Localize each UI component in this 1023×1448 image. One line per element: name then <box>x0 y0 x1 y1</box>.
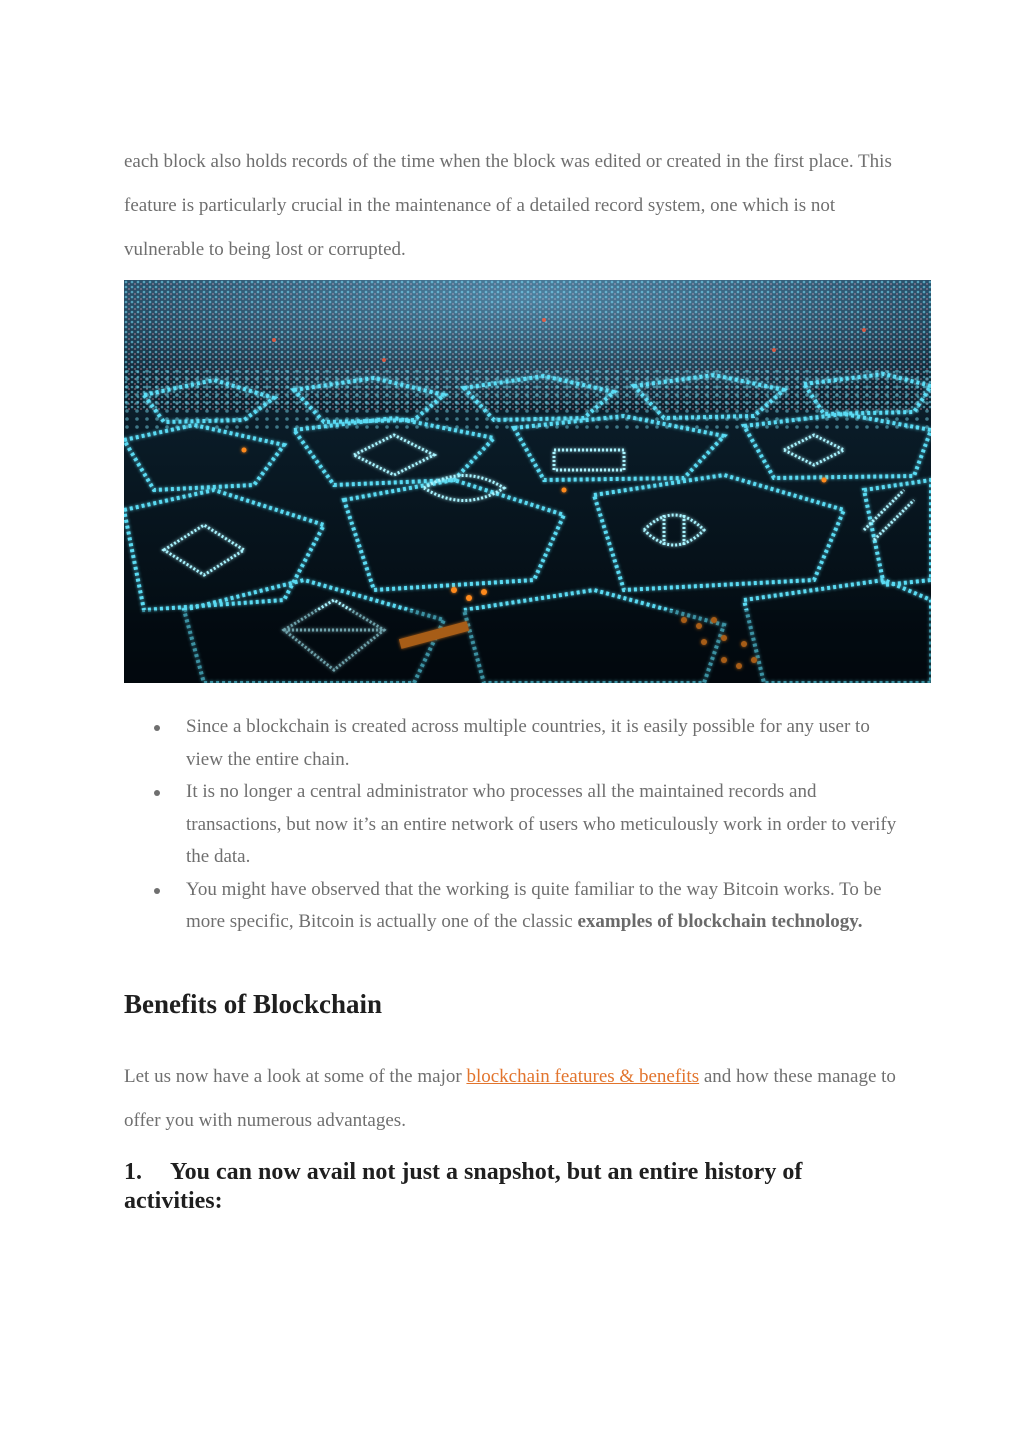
benefits-intro-after: and how these manage to offer you with numerous advantages. <box>124 1066 896 1131</box>
feature-bullet-list <box>124 711 904 939</box>
section-heading-1 <box>124 1158 904 1216</box>
section-number: 1. <box>124 1159 142 1185</box>
bullet-icon <box>154 790 160 796</box>
list-item <box>124 776 904 874</box>
list-item-text: You might have observed that the working is quite familiar to the way Bitcoin works. To be more specific, Bitcoin is actually one of the classic <box>186 878 882 932</box>
benefits-intro-before: Let us now have a look at some of the major <box>124 1066 467 1087</box>
blockchain-hex-circuit-image <box>124 280 931 683</box>
benefits-heading: Benefits of Blockchain <box>124 989 383 1019</box>
list-item-text: Since a blockchain is created across multiple countries, it is easily possible for any user to view the entire chain. <box>186 716 870 770</box>
list-item-text: It is no longer a central administrator who processes all the maintained records and transactions, but now it’s an entire network of users who meticulously work in order to verify the data. <box>186 781 897 867</box>
list-item <box>124 711 904 776</box>
bullet-icon <box>154 725 160 731</box>
blockchain-features-link[interactable]: blockchain features & benefits <box>466 1066 700 1087</box>
intro-paragraph: each block also holds records of the time when the block was edited or created in the first place. This feature is particularly crucial in the maintenance of a detailed record system, one which is not vulnerable to being lost or corrupted. <box>124 151 892 260</box>
list-item <box>124 874 904 939</box>
bullet-icon <box>154 888 160 894</box>
section-title: You can now avail not just a snapshot, but an entire history of activities: <box>124 1159 803 1214</box>
benefits-intro-paragraph <box>124 1055 914 1143</box>
list-item-bold-text: examples of blockchain technology. <box>577 911 863 932</box>
